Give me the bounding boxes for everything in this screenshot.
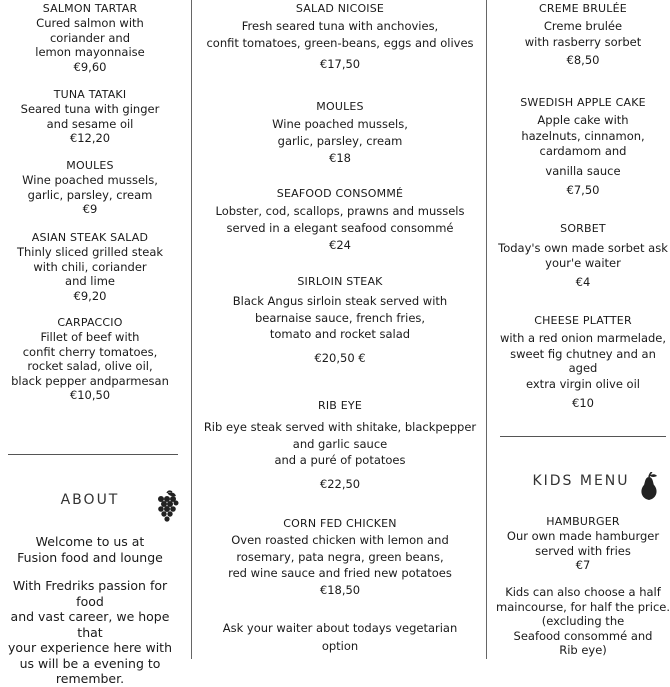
item-desc-line: with rasberry sorbet xyxy=(524,34,642,49)
item-desc-line: red wine sauce and fried new potatoes xyxy=(228,566,452,580)
item-desc-line: with chili, coriander xyxy=(33,259,147,274)
kids-note-line: (excluding the xyxy=(541,614,625,628)
kids-note-line: Kids can also choose a half xyxy=(505,585,661,599)
item-desc-line: coriander and xyxy=(49,30,130,45)
kids-note xyxy=(496,585,670,658)
about-welcome xyxy=(0,534,180,565)
item-desc-line: Fresh seared tuna with anchovies, xyxy=(241,19,439,33)
item-desc-line: sweet fig chutney and an aged xyxy=(510,346,656,375)
column-divider-left xyxy=(191,0,192,659)
item-desc-line: rosemary, pata negra, green beans, xyxy=(236,549,444,564)
item-name: HAMBURGER xyxy=(546,515,620,528)
welcome-line: Fusion food and lounge xyxy=(17,549,163,565)
item-desc-line: Rib eye steak served with shitake, blackpepper xyxy=(203,420,477,434)
item-desc-line: bearnaise sauce, french fries, xyxy=(254,310,426,325)
about-line: and vast career, we hope that xyxy=(10,609,170,640)
item-desc-line: Seared tuna with ginger xyxy=(20,102,160,116)
item-price: €20,50 € xyxy=(314,350,366,365)
item-price: €18 xyxy=(329,151,351,165)
item-name: CHEESE PLATTER xyxy=(534,314,632,327)
kids-note-line: Rib eye) xyxy=(559,643,607,657)
item-name: SALMON TARTAR xyxy=(42,2,138,15)
item-price: €4 xyxy=(575,275,591,289)
vegetarian-line: option xyxy=(321,638,359,653)
grapes-icon xyxy=(156,490,180,524)
item-desc-line: Our own made hamburger xyxy=(506,529,660,543)
about-title: ABOUT xyxy=(60,492,120,508)
item-desc-line: vanilla sauce xyxy=(545,163,621,178)
menu-item xyxy=(0,88,180,146)
menu-item xyxy=(496,2,670,68)
about-line: your experience here with xyxy=(8,640,172,655)
item-name: SIRLOIN STEAK xyxy=(297,275,383,288)
about-body xyxy=(0,578,180,687)
item-price: €10 xyxy=(572,396,594,410)
item-desc-line: Apple cake with xyxy=(537,113,629,127)
item-desc-line: with a red onion marmelade, xyxy=(499,331,667,345)
menu-item xyxy=(196,517,484,597)
welcome-line: Welcome to us at xyxy=(35,534,145,549)
item-price: €24 xyxy=(329,238,351,252)
item-desc-line: cardamom and xyxy=(539,144,627,158)
item-desc-line: Oven roasted chicken with lemon and xyxy=(231,533,449,547)
item-name: SORBET xyxy=(560,222,606,235)
menu-item xyxy=(0,231,180,303)
menu-item xyxy=(496,314,670,411)
vegetarian-line: Ask your waiter about todays vegetarian xyxy=(222,621,458,635)
item-desc-line: Creme brulée xyxy=(543,19,623,33)
item-name: RIB EYE xyxy=(318,399,362,412)
item-desc-line: tomato and rocket salad xyxy=(269,327,411,341)
item-desc-line: Wine poached mussels, xyxy=(22,173,158,187)
item-name: MOULES xyxy=(316,100,364,113)
menu-item xyxy=(196,275,484,365)
item-price: €9,20 xyxy=(73,288,107,303)
vegetarian-note xyxy=(196,621,484,653)
menu-item xyxy=(196,399,484,491)
item-desc-line: hazelnuts, cinnamon, xyxy=(521,128,645,143)
divider xyxy=(500,436,666,437)
menu-item xyxy=(0,159,180,217)
item-desc-line: extra virgin olive oil xyxy=(526,376,640,391)
item-name: SWEDISH APPLE CAKE xyxy=(520,96,646,109)
item-price: €7 xyxy=(575,558,591,572)
item-price: €22,50 xyxy=(319,476,361,491)
item-desc-line: and lime xyxy=(65,274,115,288)
column-divider-right xyxy=(486,0,487,659)
item-desc-line: Black Angus sirloin steak served with xyxy=(232,294,448,308)
about-line: us will be a evening to xyxy=(19,655,161,671)
item-name: SALAD NICOISE xyxy=(295,2,385,15)
item-desc-line: black pepper andparmesan xyxy=(11,373,169,388)
item-desc-line: served in a elegant seafood consommé xyxy=(226,220,454,235)
item-desc-line: served with fries xyxy=(535,543,631,558)
item-desc-line: Today's own made sorbet ask xyxy=(498,241,668,255)
kids-menu-title: KIDS MENU xyxy=(532,473,630,489)
item-name: MOULES xyxy=(66,159,114,172)
item-desc-line: and garlic sauce xyxy=(292,436,388,451)
item-desc-line: and a puré of potatoes xyxy=(274,453,406,467)
item-desc-line: Thinly sliced grilled steak xyxy=(16,245,164,259)
menu-item xyxy=(196,100,484,166)
item-desc-line: garlic, parsley, cream xyxy=(277,133,403,148)
item-desc-line: Wine poached mussels, xyxy=(272,117,408,131)
menu-item xyxy=(196,2,484,72)
item-desc-line: your'e waiter xyxy=(545,255,621,270)
menu-item xyxy=(0,2,180,74)
item-desc-line: Fillet of beef with xyxy=(40,330,140,344)
pear-icon xyxy=(638,472,660,502)
item-name: TUNA TATAKI xyxy=(53,88,127,101)
item-name: CORN FED CHICKEN xyxy=(283,517,397,530)
item-name: ASIAN STEAK SALAD xyxy=(31,231,149,244)
item-desc-line: confit cherry tomatoes, xyxy=(22,344,158,359)
item-price: €10,50 xyxy=(69,388,111,402)
item-desc-line: Cured salmon with xyxy=(36,16,144,30)
item-desc-line: rocket salad, olive oil, xyxy=(27,359,153,373)
item-name: SEAFOOD CONSOMMÉ xyxy=(276,187,404,200)
item-price: €17,50 xyxy=(319,57,361,71)
divider xyxy=(8,454,178,455)
item-price: €8,50 xyxy=(566,53,600,67)
item-desc-line: lemon mayonnaise xyxy=(35,45,145,59)
kids-item xyxy=(496,515,670,573)
item-desc-line: and sesame oil xyxy=(46,116,134,131)
kids-note-line: maincourse, for half the price. xyxy=(496,599,670,614)
kids-note-line: Seafood consommé and xyxy=(513,628,653,643)
item-name: CREME BRULÉE xyxy=(539,2,627,15)
item-price: €9,60 xyxy=(73,59,107,74)
item-desc-line: confit tomatoes, green-beans, eggs and olives xyxy=(206,35,474,50)
item-name: CARPACCIO xyxy=(57,316,123,329)
item-price: €18,50 xyxy=(319,582,361,597)
menu-item xyxy=(496,96,670,198)
item-price: €12,20 xyxy=(69,131,111,145)
menu-item xyxy=(496,222,670,290)
item-desc-line: Lobster, cod, scallops, prawns and mussels xyxy=(215,204,465,218)
item-price: €9 xyxy=(82,202,98,216)
item-price: €7,50 xyxy=(566,183,600,197)
about-line: With Fredriks passion for food xyxy=(12,578,168,609)
menu-item xyxy=(196,187,484,253)
menu-item xyxy=(0,316,180,403)
about-line: remember. xyxy=(55,671,125,686)
item-desc-line: garlic, parsley, cream xyxy=(27,187,153,202)
